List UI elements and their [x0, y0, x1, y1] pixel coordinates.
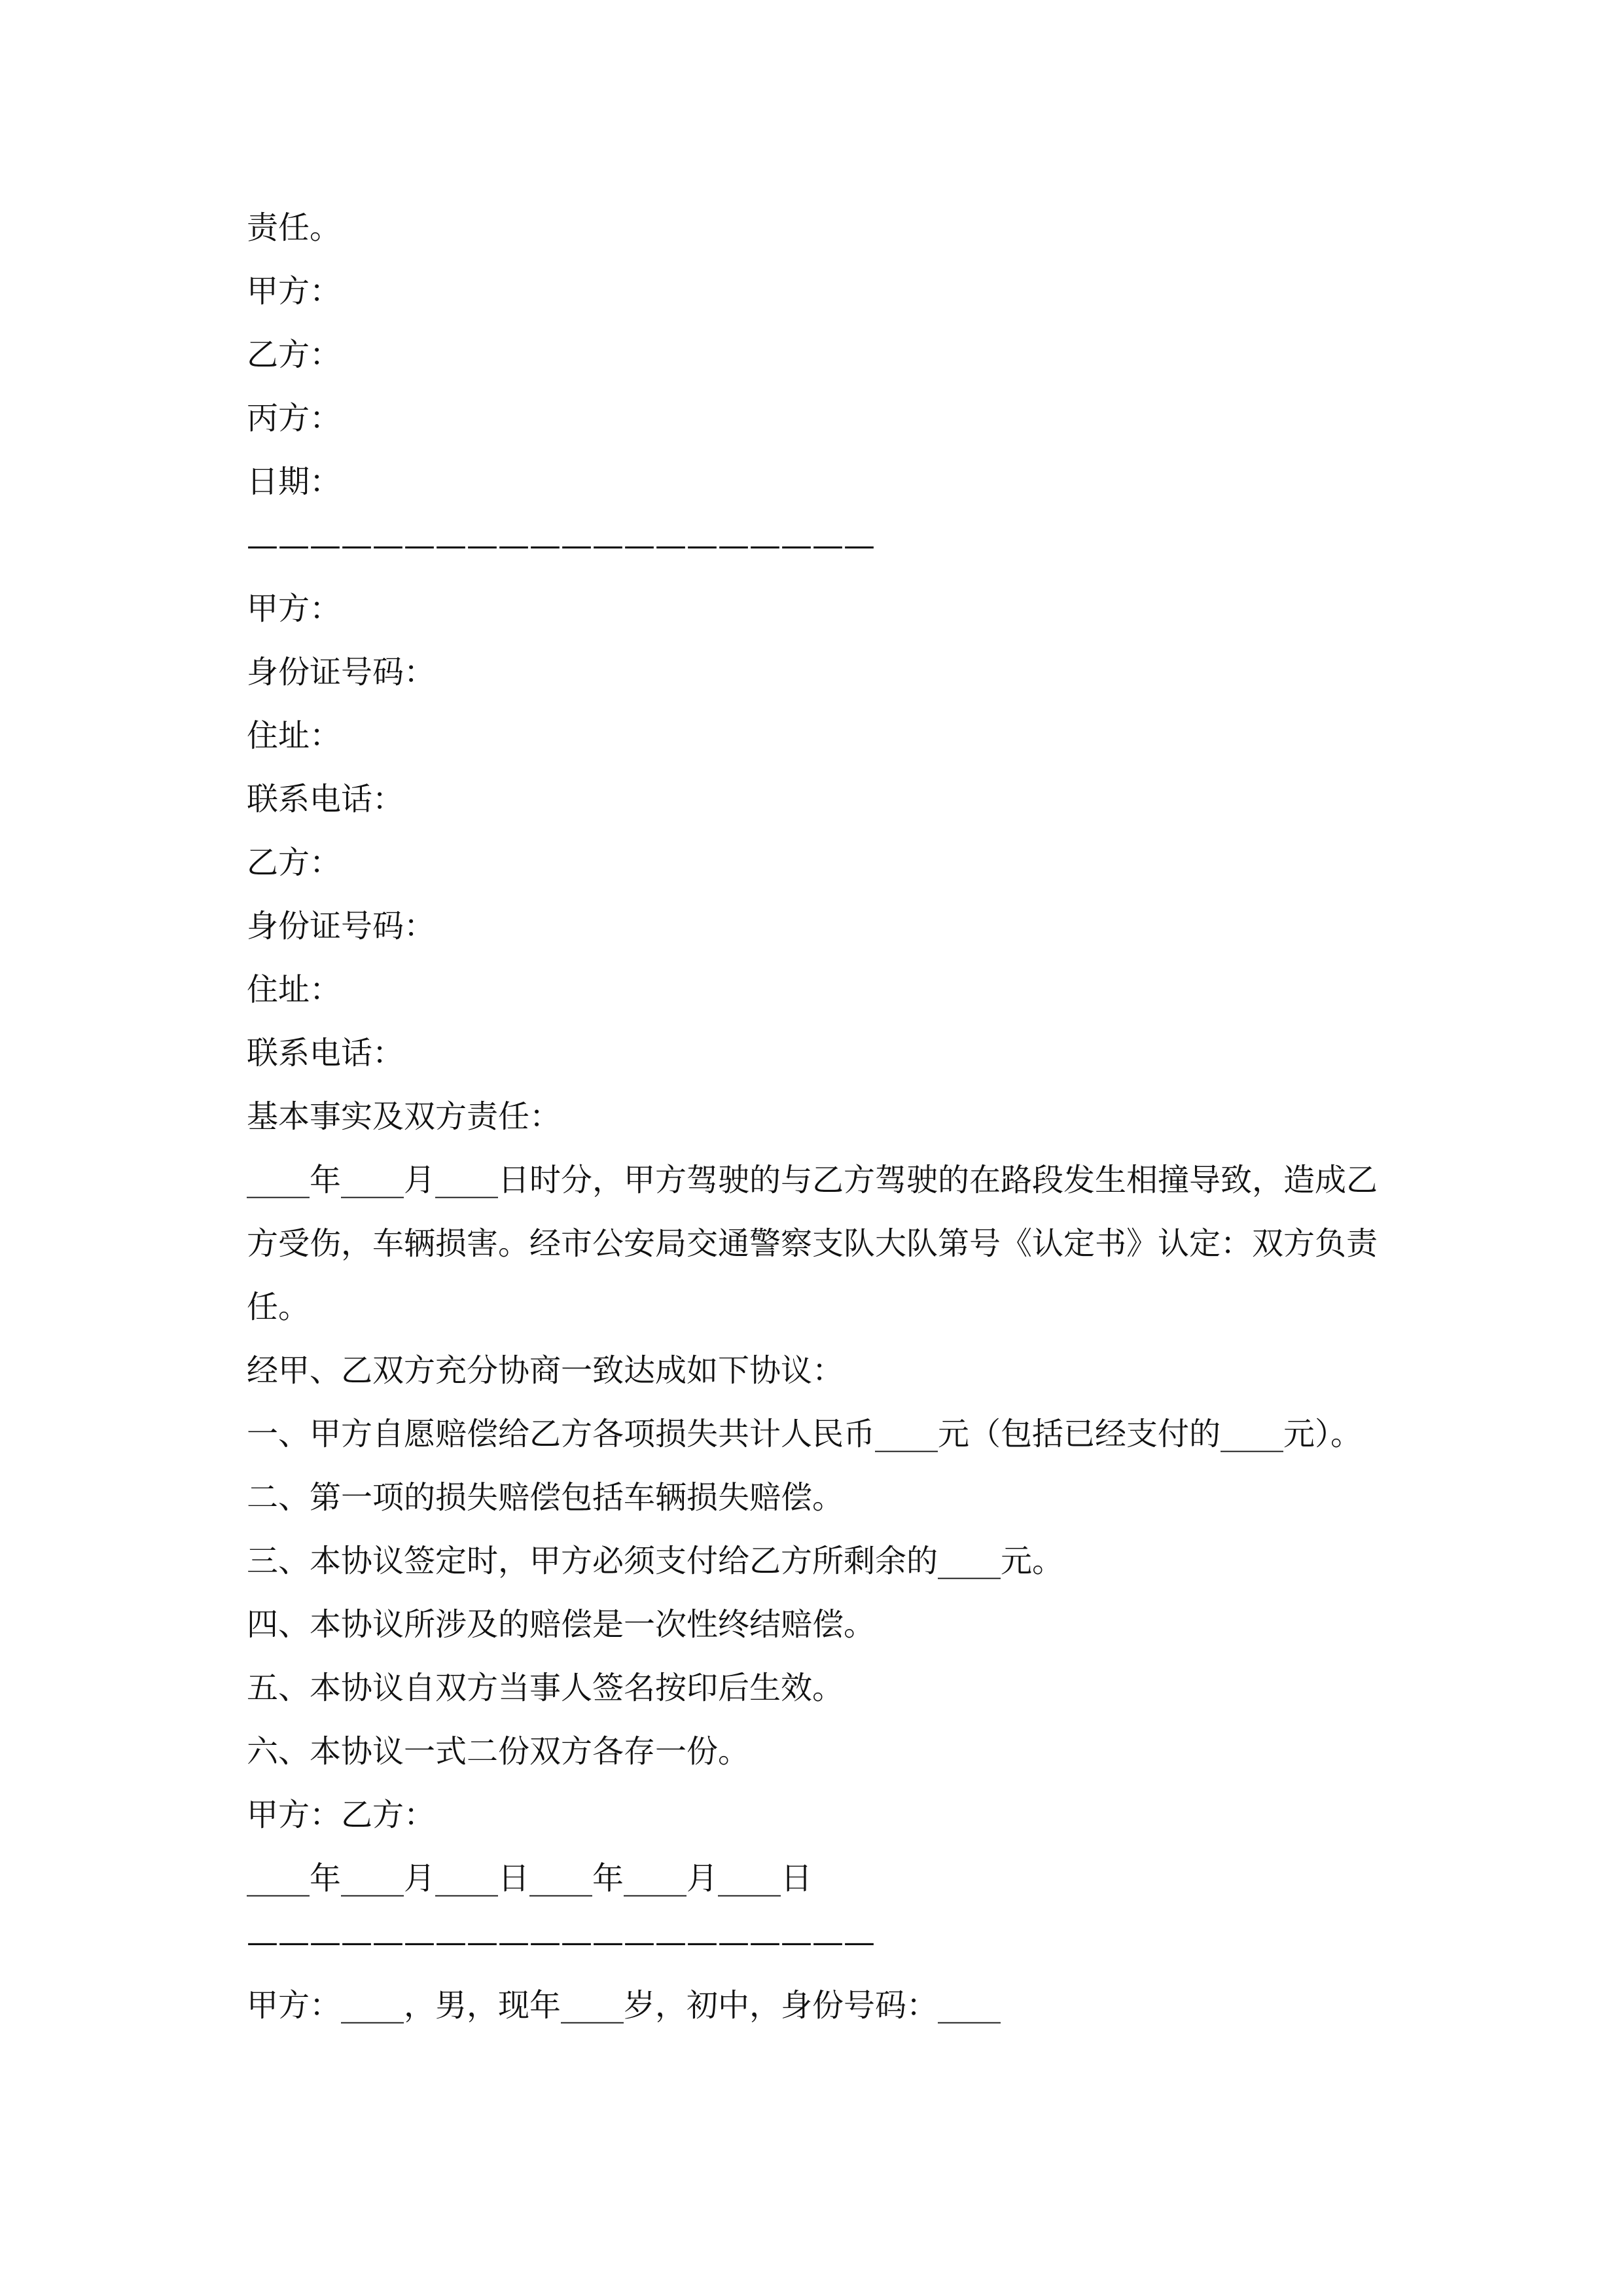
- party-a-label: 甲方：: [247, 273, 342, 310]
- phone-label: 联系电话：: [247, 781, 404, 817]
- section-divider: ————————————————————: [247, 527, 875, 564]
- signature-labels: 甲方：乙方：: [247, 1797, 436, 1833]
- party-b-label: 乙方：: [247, 844, 342, 881]
- facts-heading: 基本事实及双方责任：: [247, 1098, 562, 1135]
- id-number-label: 身份证号码：: [247, 654, 436, 691]
- facts-paragraph: ____年____月____日时分，甲方驾驶的与乙方驾驶的在路段发生相撞导致，造成乙方受伤，车辆损害。经市公安局交通警察支队大队第号《认定书》认定：双方负责任。: [247, 1162, 1378, 1325]
- id-number-label: 身份证号码：: [247, 908, 436, 944]
- party-a-details: 甲方：____，男，现年____岁，初中，身份号码：____: [247, 1987, 1001, 2024]
- phone-label: 联系电话：: [247, 1035, 404, 1071]
- party-b-label: 乙方：: [247, 336, 342, 373]
- date-label: 日期：: [247, 463, 342, 500]
- address-label: 住址：: [247, 971, 342, 1008]
- clause-4: 四、本协议所涉及的赔偿是一次性终结赔偿。: [247, 1606, 876, 1643]
- clause-3: 三、本协议签定时，甲方必须支付给乙方所剩余的____元。: [247, 1543, 1064, 1579]
- clause-5: 五、本协议自双方当事人签名按印后生效。: [247, 1670, 844, 1706]
- clause-2: 二、第一项的损失赔偿包括车辆损失赔偿。: [247, 1479, 844, 1516]
- signature-dates: ____年____月____日____年____月____日: [247, 1860, 813, 1897]
- section-divider: ————————————————————: [247, 1924, 875, 1960]
- document-body: [247, 196, 1399, 2037]
- clause-1: 一、甲方自愿赔偿给乙方各项损失共计人民币____元（包括已经支付的____元）。: [247, 1416, 1363, 1452]
- party-c-label: 丙方：: [247, 400, 342, 437]
- party-a-label: 甲方：: [247, 590, 342, 627]
- address-label: 住址：: [247, 717, 342, 754]
- text-line: 责任。: [247, 209, 342, 246]
- clause-6: 六、本协议一式二份双方各存一份。: [247, 1733, 750, 1770]
- agreement-intro: 经甲、乙双方充分协商一致达成如下协议：: [247, 1352, 844, 1389]
